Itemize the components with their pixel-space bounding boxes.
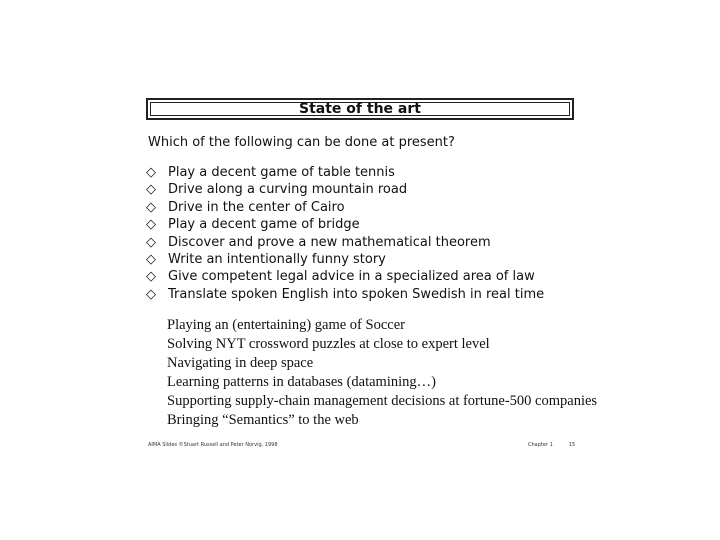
list-item [146, 234, 544, 251]
diamond-bullet-icon: ◇ [146, 269, 156, 285]
list-item [146, 199, 544, 216]
list-item [146, 268, 544, 285]
list-item-text: Drive along a curving mountain road [168, 182, 408, 198]
footer-credit: AIMA Slides ©Stuart Russell and Peter Norvig, 1998 [148, 442, 278, 448]
list-item-text: Play a decent game of table tennis [168, 165, 395, 180]
footer-page-number: 15 [568, 442, 576, 448]
list-item-text: Write an intentionally funny story [168, 251, 386, 267]
list-item-text: Drive in the center of Cairo [168, 199, 345, 215]
list-item-text: Translate spoken English into spoken Swedish in real time [168, 286, 545, 302]
list-item [146, 216, 544, 233]
diamond-bullet-icon: ◇ [146, 217, 156, 233]
slide-title-box [146, 98, 574, 120]
added-item: Navigating in deep space [167, 355, 314, 371]
added-capability-list [167, 316, 597, 430]
list-item [146, 251, 544, 268]
added-item: Solving NYT crossword puzzles at close to expert level [167, 336, 490, 352]
diamond-bullet-icon: ◇ [146, 182, 156, 198]
list-item [146, 181, 544, 198]
footer-page-info [528, 442, 575, 448]
diamond-bullet-icon: ◇ [146, 286, 156, 302]
added-item: Supporting supply-chain management decisions at fortune-500 companies [167, 393, 598, 409]
list-item [146, 164, 544, 181]
diamond-bullet-icon: ◇ [146, 165, 156, 180]
footer-chapter: Chapter 1 [528, 442, 553, 448]
question-text: Which of the following can be done at present? [148, 135, 455, 150]
list-item [146, 286, 544, 303]
diamond-bullet-icon: ◇ [146, 251, 156, 267]
slide-title: State of the art [299, 101, 421, 117]
list-item-text: Play a decent game of bridge [168, 217, 360, 233]
diamond-bullet-icon: ◇ [146, 199, 156, 215]
list-item-text: Give competent legal advice in a specialized area of law [168, 269, 535, 285]
added-item: Learning patterns in databases (datamining…) [167, 374, 436, 390]
added-item: Playing an (entertaining) game of Soccer [167, 317, 405, 333]
capability-list [146, 164, 544, 303]
list-item-text: Discover and prove a new mathematical theorem [168, 234, 491, 250]
added-item: Bringing “Semantics” to the web [167, 412, 359, 428]
diamond-bullet-icon: ◇ [146, 234, 156, 250]
